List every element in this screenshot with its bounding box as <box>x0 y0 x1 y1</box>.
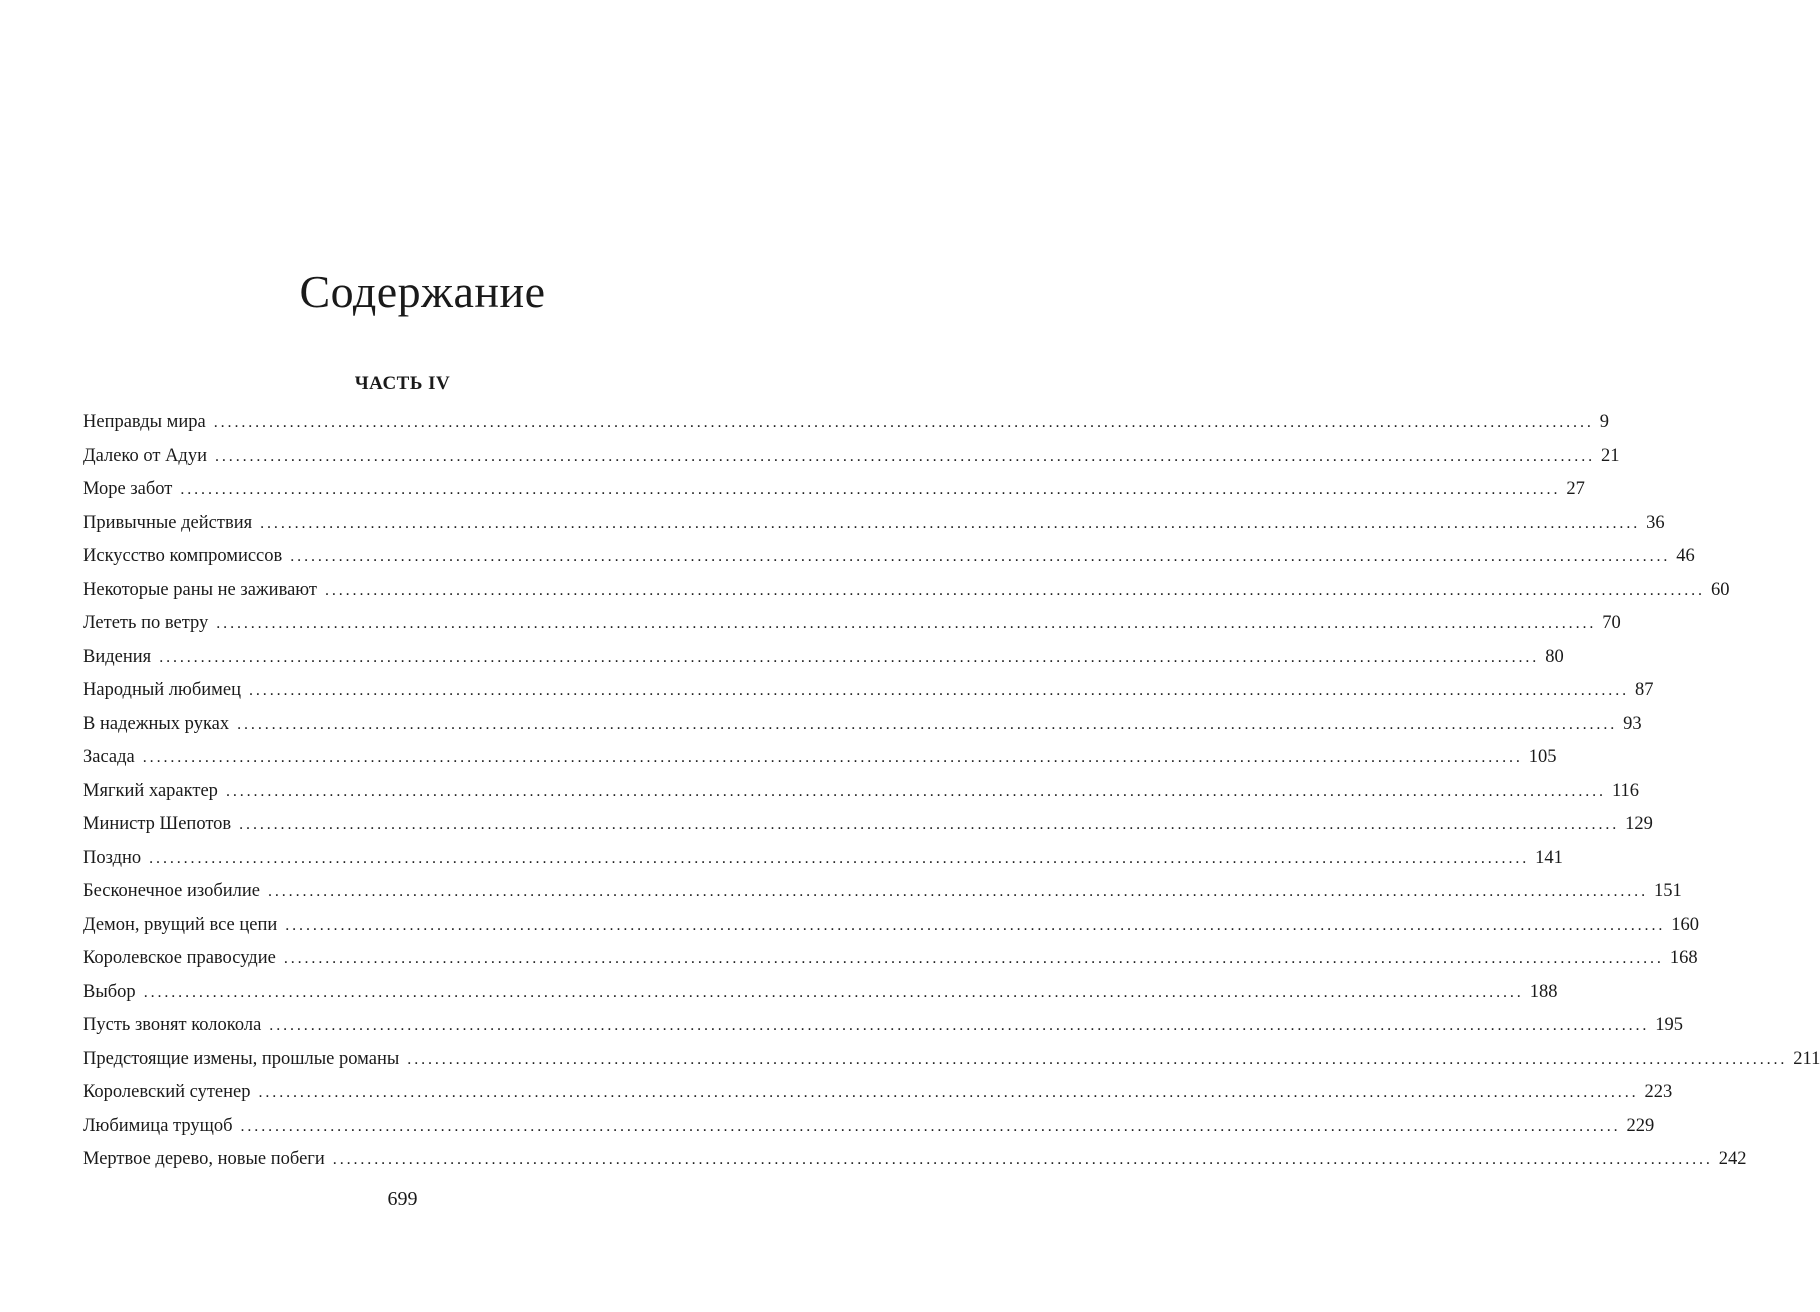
toc-leader-dots: ........................................................................................................................................................................................................ <box>180 481 1561 498</box>
toc-entry-title: Видения <box>83 646 152 667</box>
toc-entry-page: 160 <box>1671 914 1699 935</box>
toc-entry <box>83 1076 1673 1110</box>
toc-entry-page: 188 <box>1529 981 1558 1002</box>
toc-entry-page: 116 <box>1611 780 1640 801</box>
part-heading: ЧАСТЬ IV <box>354 373 451 394</box>
toc-leader-dots: ........................................................................................................................................................................................................ <box>142 749 1523 766</box>
toc-leader-dots: ........................................................................................................................................................................................................ <box>324 581 1705 599</box>
toc-leader-dots: ........................................................................................................................................................................................................ <box>290 548 1671 565</box>
toc-entry-page: 87 <box>1635 680 1654 700</box>
toc-leader-dots: ........................................................................................................................................................................................................ <box>285 916 1666 934</box>
page-title: Содержание <box>299 266 546 317</box>
toc-entry-page: 168 <box>1669 948 1698 968</box>
toc-leader-dots: ........................................................................................................................................................................................................ <box>283 950 1664 967</box>
toc-entry-title: Мертвое дерево, новые побеги <box>83 1149 325 1169</box>
toc-entry-page: 21 <box>1601 445 1620 466</box>
toc-entry <box>83 775 1640 809</box>
toc-entry <box>83 808 1653 842</box>
toc-entry-page: 105 <box>1528 747 1557 767</box>
toc-entry <box>83 607 1621 641</box>
toc-entry <box>83 909 1699 943</box>
toc-entry <box>83 708 1642 742</box>
toc-entry-page: 195 <box>1655 1015 1684 1035</box>
toc-entry <box>83 741 1557 775</box>
toc-entry <box>83 473 1585 507</box>
toc-entry-page: 223 <box>1644 1082 1673 1102</box>
toc-leader-dots: ........................................................................................................................................................................................................ <box>216 615 1597 632</box>
toc-entry-title: Королевское правосудие <box>83 948 276 968</box>
toc-leader-dots: ........................................................................................................................................................................................................ <box>149 849 1530 867</box>
toc-entry-page: 60 <box>1710 579 1730 600</box>
toc-entry-title: Бесконечное изобилие <box>83 881 260 901</box>
toc-entry <box>83 406 1609 440</box>
toc-leader-dots: ........................................................................................................................................................................................................ <box>267 883 1648 900</box>
toc-leader-dots: ........................................................................................................................................................................................................ <box>249 682 1629 699</box>
toc-leader-dots: ........................................................................................................................................................................................................ <box>213 414 1594 431</box>
toc-entry-title: В надежных руках <box>83 713 230 734</box>
toc-entry-title: Министр Шепотов <box>83 814 232 834</box>
toc-entry-page: 70 <box>1602 613 1621 633</box>
toc-entry-title: Лететь по ветру <box>83 613 209 633</box>
toc-entry-page: 9 <box>1599 412 1609 432</box>
toc-entry-title: Пусть звонят колокола <box>83 1015 262 1035</box>
toc-entry-title: Поздно <box>83 847 142 868</box>
toc-leader-dots: ........................................................................................................................................................................................................ <box>239 816 1620 833</box>
toc-entry-title: Любимица трущоб <box>83 1115 233 1136</box>
toc-entry <box>83 942 1698 976</box>
toc-entry <box>83 1009 1684 1043</box>
toc-leader-dots: ........................................................................................................................................................................................................ <box>240 1117 1621 1135</box>
toc-entry-page: 36 <box>1646 512 1665 533</box>
toc-leader-dots: ........................................................................................................................................................................................................ <box>159 648 1540 666</box>
toc-entry-title: Море забот <box>83 479 173 499</box>
toc-leader-dots: ........................................................................................................................................................................................................ <box>258 1084 1639 1101</box>
toc-entry-page: 141 <box>1535 847 1563 868</box>
toc-entry-title: Искусство компромиссов <box>83 546 283 566</box>
toc-entry <box>83 507 1665 541</box>
toc-leader-dots: ........................................................................................................................................................................................................ <box>237 715 1618 733</box>
toc-entry-title: Предстоящие измены, прошлые романы <box>83 1048 400 1069</box>
toc-entry-page: 129 <box>1625 814 1653 834</box>
toc-leader-dots: ........................................................................................................................................................................................................ <box>143 983 1524 1001</box>
toc-leader-dots: ........................................................................................................................................................................................................ <box>407 1050 1788 1068</box>
toc-entry <box>83 574 1730 608</box>
table-of-contents <box>83 406 1820 1177</box>
toc-entry-page: 242 <box>1718 1149 1747 1169</box>
toc-entry-page: 151 <box>1653 881 1682 901</box>
toc-entry-page: 229 <box>1626 1115 1655 1136</box>
toc-entry-title: Демон, рвущий все цепи <box>83 914 278 935</box>
toc-entry-title: Некоторые раны не заживают <box>83 579 317 600</box>
toc-entry <box>83 540 1695 574</box>
toc-entry <box>83 641 1564 675</box>
page-number: 699 <box>387 1188 418 1210</box>
toc-entry-page: 93 <box>1623 713 1642 734</box>
toc-entry <box>83 674 1654 708</box>
toc-entry <box>83 1143 1747 1177</box>
toc-leader-dots: ........................................................................................................................................................................................................ <box>332 1151 1713 1168</box>
toc-leader-dots: ........................................................................................................................................................................................................ <box>260 514 1641 532</box>
toc-entry-page: 211 <box>1793 1048 1820 1069</box>
toc-entry-title: Выбор <box>83 981 136 1002</box>
toc-entry <box>83 1110 1655 1144</box>
toc-entry <box>83 440 1620 474</box>
toc-entry-page: 27 <box>1566 479 1585 499</box>
toc-entry <box>83 875 1682 909</box>
toc-entry-page: 46 <box>1676 546 1695 566</box>
toc-entry <box>83 976 1558 1010</box>
toc-leader-dots: ........................................................................................................................................................................................................ <box>225 782 1606 800</box>
toc-entry-title: Мягкий характер <box>83 780 218 801</box>
toc-leader-dots: ........................................................................................................................................................................................................ <box>269 1017 1650 1034</box>
toc-entry-title: Далеко от Адуи <box>83 445 207 466</box>
toc-entry-title: Неправды мира <box>83 412 206 432</box>
toc-entry-title: Народный любимец <box>83 680 241 700</box>
toc-entry-title: Привычные действия <box>83 512 253 533</box>
toc-entry <box>83 1043 1820 1077</box>
toc-entry-page: 80 <box>1545 646 1564 667</box>
toc-entry-title: Засада <box>83 747 135 767</box>
toc-entry <box>83 842 1563 876</box>
toc-entry-title: Королевский сутенер <box>83 1082 251 1102</box>
toc-leader-dots: ........................................................................................................................................................................................................ <box>215 447 1595 465</box>
